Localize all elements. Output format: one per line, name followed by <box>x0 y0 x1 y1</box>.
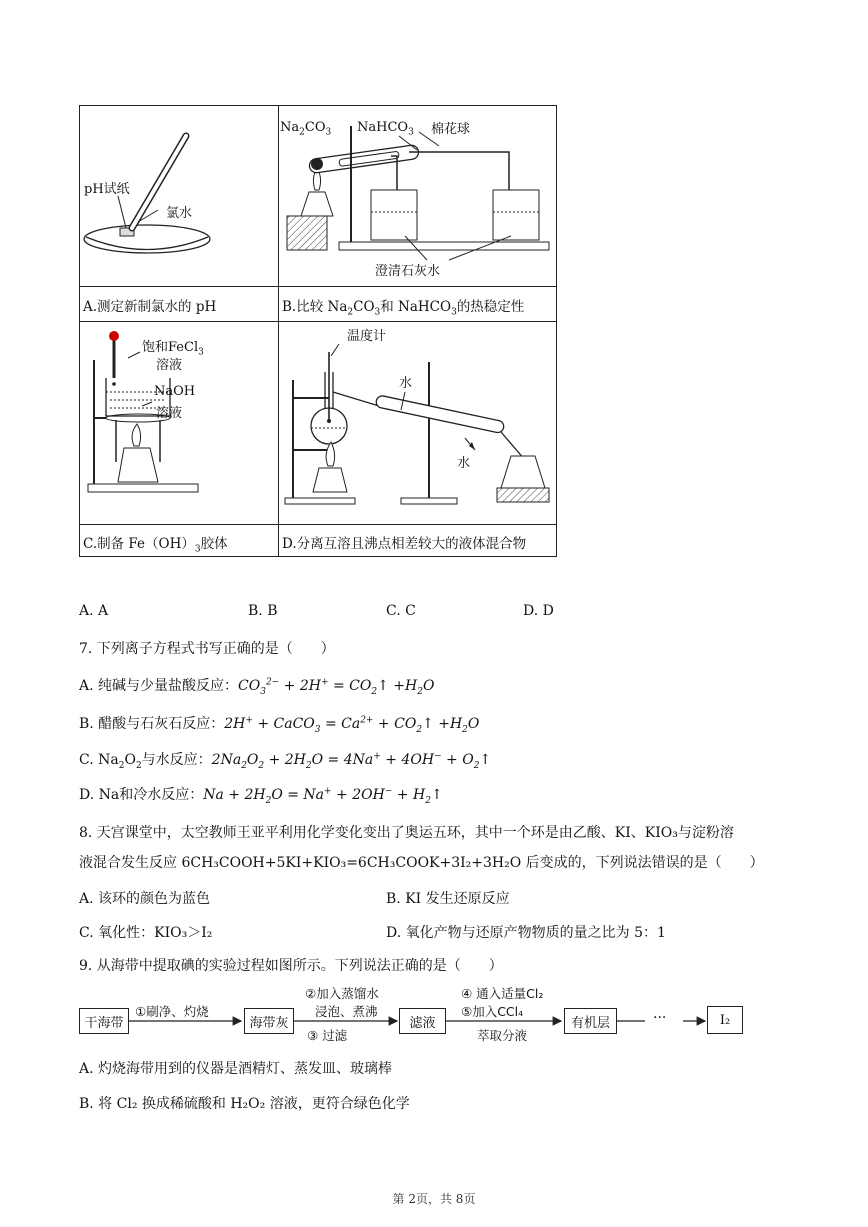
flow-box-organic-layer: 有机层 <box>564 1008 617 1034</box>
label-chlorine-water: 氯水 <box>166 206 193 221</box>
cell-d-image <box>278 321 557 525</box>
label-water-out: 水 <box>457 456 471 471</box>
q9-option-b: B. 将 Cl₂ 换成稀硫酸和 H₂O₂ 溶液，更符合绿色化学 <box>79 1096 410 1112</box>
flow-ellipsis: ··· <box>653 1010 667 1026</box>
label-water-in: 水 <box>399 376 413 391</box>
flow-step6-label: 萃取分液 <box>477 1028 528 1043</box>
q8-option-d: D. 氧化产物与还原产物物质的量之比为 5：1 <box>386 925 666 941</box>
caption-d: D.分离互溶且沸点相差较大的液体混合物 <box>282 536 527 552</box>
q9-stem: 9. 从海带中提取碘的实验过程如图所示。下列说法正确的是（ ） <box>79 958 503 974</box>
q8-stem-line2: 液混合发生反应 6CH₃COOH+5KI+KIO₃=6CH₃COOK+3I₂+3H₂O 后变成的，下列说法错误的是（ ） <box>79 855 764 871</box>
label-naoh-line1: NaOH <box>154 384 196 399</box>
flow-box-dry-kelp: 干海带 <box>79 1008 129 1034</box>
cell-c-image <box>79 321 279 525</box>
q7-option-a: A. 纯碱与少量盐酸反应：$CO_3^{2-} + 2H^+$ = $CO_2↑ +H_2O$ <box>79 677 435 697</box>
label-naoh-line2: 溶液 <box>156 406 183 421</box>
label-nahco3: NaHCO$_3$ <box>357 120 414 138</box>
q6-option-d: D. D <box>523 603 554 619</box>
flow-box-iodine: I₂ <box>707 1006 743 1034</box>
label-thermometer: 温度计 <box>347 329 387 344</box>
experiment-table <box>79 105 557 557</box>
flow-step4-label: ④ 通入适量Cl₂ <box>461 986 544 1001</box>
q8-option-c: C. 氧化性：KIO₃＞I₂ <box>79 925 213 941</box>
q7-option-d: D. Na和冷水反应：$Na + 2H_2O = Na^+ + 2OH^-$ + $H_2↑$ <box>79 786 443 806</box>
q6-option-b: B. B <box>248 603 278 619</box>
cell-a-caption <box>79 286 279 322</box>
q8-stem-line1: 8. 天宫课堂中，太空教师王亚平利用化学变化变出了奥运五环，其中一个环是由乙酸、KI、KIO₃与淀粉溶 <box>79 825 734 841</box>
cell-c-caption <box>79 524 279 557</box>
label-limewater: 澄清石灰水 <box>375 264 441 279</box>
flow-box-kelp-ash: 海带灰 <box>244 1008 294 1034</box>
label-fecl3-line2: 溶液 <box>156 358 183 373</box>
flow-step2a-label: ②加入蒸馏水 <box>305 986 379 1001</box>
caption-a: A.测定新制氯水的 pH <box>83 299 217 315</box>
caption-b: B.比较 $Na_2CO_3$和 NaHCO$_3$的热稳定性 <box>282 299 525 318</box>
distillation-illustration <box>279 322 556 524</box>
q7-option-c: C. $Na_2O_2$与水反应：$2Na_2O_2 + 2H_2O = 4Na^+ + 4OH^-$ + $O_2↑$ <box>79 751 492 771</box>
flow-step3-label: ③ 过滤 <box>307 1028 348 1043</box>
caption-c: C.制备 $Fe(OH)_3$胶体 <box>83 536 228 555</box>
flow-step2b-label: 浸泡、煮沸 <box>315 1004 378 1019</box>
label-fecl3-line1: 饱和FeCl$_3$ <box>142 340 204 358</box>
label-cotton-ball: 棉花球 <box>431 122 471 137</box>
label-ph-paper: pH试纸 <box>84 182 130 197</box>
flow-step1-label: ①刷净、灼烧 <box>135 1004 209 1019</box>
cell-b-image <box>278 105 557 287</box>
q6-option-a: A. A <box>79 603 109 619</box>
flow-box-filtrate: 滤液 <box>399 1008 446 1034</box>
q7-stem: 7. 下列离子方程式书写正确的是（ ） <box>79 641 335 657</box>
q8-option-b: B. KI 发生还原反应 <box>386 891 510 907</box>
q7-option-b: B. 醋酸与石灰石反应：2H+ + CaCO$_3$ = $Ca^{2+}$ + $CO_2↑ +H_2O$ <box>79 715 480 735</box>
label-na2co3: $Na_2CO_3$ <box>280 120 332 138</box>
q8-option-a: A. 该环的颜色为蓝色 <box>79 891 211 907</box>
iodine-extraction-flowchart <box>79 982 759 1048</box>
cell-d-caption <box>278 524 557 557</box>
q6-option-c: C. C <box>386 603 416 619</box>
page-footer: 第 2页，共 8页 <box>392 1192 476 1206</box>
flow-step5-label: ⑤加入CCl₄ <box>461 1004 524 1019</box>
cell-b-caption <box>278 286 557 322</box>
q9-option-a: A. 灼烧海带用到的仪器是酒精灯、蒸发皿、玻璃棒 <box>79 1061 393 1077</box>
cell-a-image <box>79 105 279 287</box>
